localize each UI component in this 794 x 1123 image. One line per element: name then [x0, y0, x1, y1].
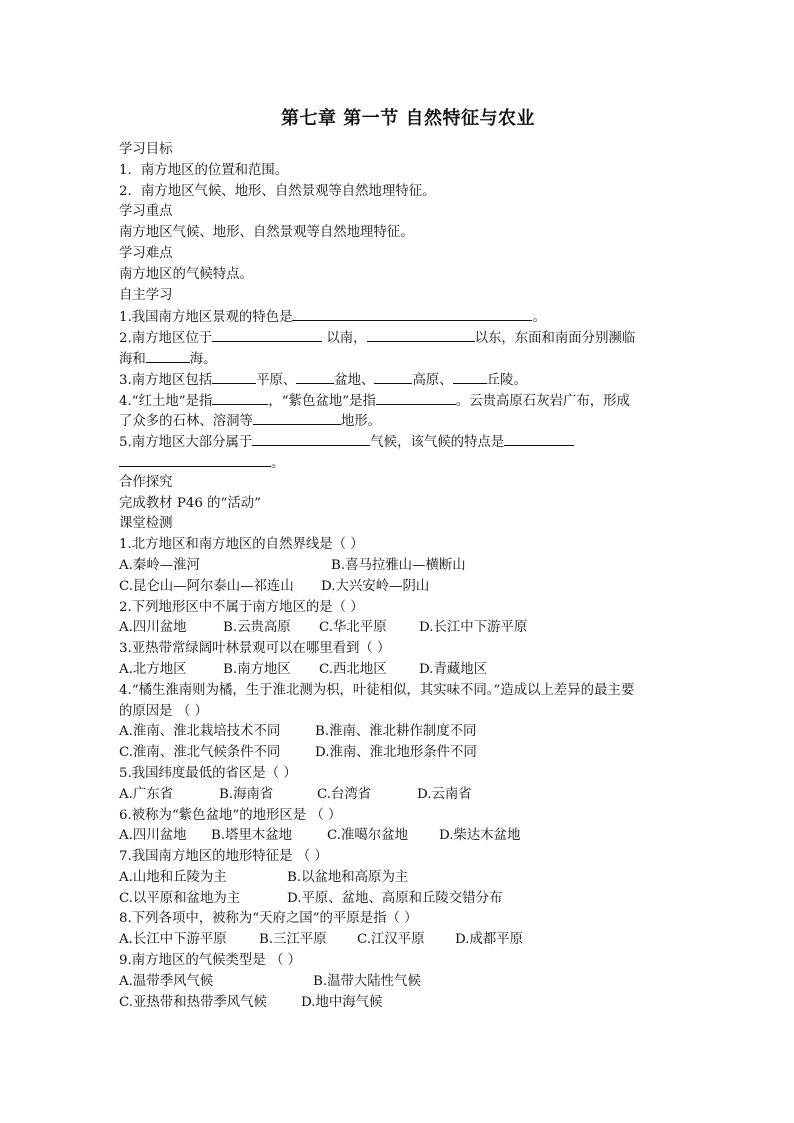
option-c[interactable]: C.准噶尔盆地 — [327, 828, 408, 844]
answer-blank[interactable] — [253, 410, 341, 425]
q4-text-d: 了众多的石林、溶洞等 — [119, 414, 253, 430]
option-a[interactable]: A.广东省 — [119, 786, 174, 802]
option-b[interactable]: B.塔里木盆地 — [211, 828, 293, 844]
q2-text-d: 海和 — [119, 351, 146, 367]
check-q6-options — [119, 826, 679, 847]
self-study-q2-cont — [119, 348, 679, 369]
self-study-q4-cont — [119, 410, 679, 431]
q2-text-b: 以南， — [326, 331, 367, 347]
q3-text-b: 平原、 — [256, 372, 297, 388]
self-study-q2 — [119, 327, 679, 348]
q1-end: 。 — [532, 310, 546, 326]
goal-item: 2．南方地区气候、地形、自然景观等自然地理特征。 — [119, 183, 436, 199]
option-b[interactable]: B.海南省 — [219, 786, 274, 802]
check-q8-stem: 8.下列各项中，被称为“天府之国”的平原是指（ ） — [119, 911, 418, 927]
answer-blank[interactable] — [252, 431, 370, 446]
check-q3-options — [119, 660, 679, 681]
answer-blank[interactable] — [119, 452, 271, 467]
section-heading-key-points: 学习重点 — [119, 204, 173, 220]
q1-text: 1.我国南方地区景观的特色是 — [119, 310, 293, 326]
option-a[interactable]: A.淮南、淮北栽培技术不同 — [119, 724, 281, 740]
option-d[interactable]: D.长江中下游平原 — [419, 620, 528, 636]
check-q2-options — [119, 618, 679, 639]
key-points-text: 南方地区气候、地形、自然景观等自然地理特征。 — [119, 225, 414, 241]
option-a[interactable]: A.秦岭—淮河 — [119, 557, 200, 573]
check-q1-options-2 — [119, 577, 679, 598]
self-study-q5-cont — [119, 452, 679, 473]
option-b[interactable]: B.云贵高原 — [223, 620, 291, 636]
option-c[interactable]: C.台湾省 — [317, 786, 372, 802]
check-q6-stem: 6.被称为“紫色盆地”的地形区是 （ ） — [119, 807, 342, 823]
option-d[interactable]: D.大兴安岭—阴山 — [321, 578, 430, 594]
option-b[interactable]: B.南方地区 — [223, 661, 291, 677]
q2-text-a: 2.南方地区位于 — [119, 331, 213, 347]
check-q9-options — [119, 972, 679, 993]
q2-text-e: 海。 — [189, 351, 217, 367]
option-b[interactable]: B.喜马拉雅山—横断山 — [331, 557, 466, 573]
option-a[interactable]: A.四川盆地 — [119, 620, 187, 636]
q3-text-d: 高原、 — [412, 372, 453, 388]
answer-blank[interactable] — [367, 327, 475, 342]
check-q7-options-2 — [119, 889, 679, 910]
check-q4-options — [119, 722, 679, 743]
section-heading-difficulties: 学习难点 — [119, 245, 173, 261]
q4-text-a: 4.“红土地”是指 — [119, 393, 213, 409]
option-b[interactable]: B.以盆地和高原为主 — [287, 869, 409, 885]
self-study-q4 — [119, 390, 679, 411]
answer-blank[interactable] — [146, 348, 190, 363]
option-a[interactable]: A.长江中下游平原 — [119, 932, 227, 948]
option-d[interactable]: D.云南省 — [417, 786, 472, 802]
coop-text: 完成教材 P46 的“活动” — [119, 495, 261, 511]
check-q1-options — [119, 556, 679, 577]
option-d[interactable]: D.地中海气候 — [301, 994, 383, 1010]
option-b[interactable]: B.淮南、淮北耕作制度不同 — [315, 724, 477, 740]
check-q2-stem: 2.下列地形区中不属于南方地区的是（ ） — [119, 599, 364, 615]
option-c[interactable]: C.华北平原 — [319, 620, 387, 636]
option-d[interactable]: D.柴达木盆地 — [439, 828, 521, 844]
q4-text-e: 地形。 — [340, 414, 382, 430]
option-d[interactable]: D.成都平原 — [455, 932, 524, 948]
check-q1-stem: 1.北方地区和南方地区的自然界线是（ ） — [119, 537, 364, 553]
q4-text-b: ，“紫色盆地”是指 — [268, 393, 376, 409]
check-q5-options — [119, 785, 679, 806]
option-d[interactable]: D.平原、盆地、高原和丘陵交错分布 — [287, 890, 503, 906]
answer-blank[interactable] — [292, 306, 532, 321]
option-c[interactable]: C.淮南、淮北气候条件不同 — [119, 745, 281, 761]
option-c[interactable]: C.昆仑山—阿尔泰山—祁连山 — [119, 578, 294, 594]
check-q4-options-2 — [119, 743, 679, 764]
q3-text-a: 3.南方地区包括 — [119, 372, 213, 388]
section-heading-coop: 合作探究 — [119, 474, 173, 490]
answer-blank[interactable] — [296, 369, 334, 384]
option-c[interactable]: C.以平原和盆地为主 — [119, 890, 241, 906]
check-q3-stem: 3.亚热带常绿阔叶林景观可以在哪里看到（ ） — [119, 641, 391, 657]
option-a[interactable]: A.山地和丘陵为主 — [119, 869, 227, 885]
q5-end: 。 — [271, 455, 285, 471]
answer-blank[interactable] — [212, 390, 268, 405]
q5-text-a: 5.南方地区大部分属于 — [119, 435, 253, 451]
check-q9-options-2 — [119, 993, 679, 1014]
q3-text-e: 丘陵。 — [486, 372, 527, 388]
option-a[interactable]: A.四川盆地 — [119, 828, 187, 844]
check-q7-stem: 7.我国南方地区的地形特征是 （ ） — [119, 849, 328, 865]
answer-blank[interactable] — [504, 431, 574, 446]
option-a[interactable]: A.北方地区 — [119, 661, 187, 677]
answer-blank[interactable] — [212, 327, 322, 342]
check-q5-stem: 5.我国纬度最低的省区是（ ） — [119, 765, 297, 781]
option-b[interactable]: B.温带大陆性气候 — [313, 973, 421, 989]
option-d[interactable]: D.淮南、淮北地形条件不同 — [315, 745, 477, 761]
check-q8-options — [119, 930, 679, 951]
answer-blank[interactable] — [212, 369, 256, 384]
check-q7-options — [119, 868, 679, 889]
q4-text-c: 。云贵高原石灰岩广布，形成 — [455, 393, 630, 409]
check-q4-stem-cont: 的原因是 （ ） — [119, 703, 208, 719]
self-study-q5 — [119, 431, 679, 452]
option-b[interactable]: B.三江平原 — [259, 932, 327, 948]
answer-blank[interactable] — [376, 390, 456, 405]
difficulties-text: 南方地区的气候特点。 — [119, 266, 253, 282]
section-heading-self-study: 自主学习 — [119, 287, 173, 303]
section-heading-goals: 学习目标 — [119, 142, 173, 157]
check-q9-stem: 9.南方地区的气候类型是 （ ） — [119, 953, 301, 969]
section-heading-check: 课堂检测 — [119, 516, 173, 532]
self-study-q3 — [119, 369, 679, 390]
option-c[interactable]: C.西北地区 — [319, 661, 387, 677]
self-study-q1 — [119, 306, 679, 327]
answer-blank[interactable] — [374, 369, 412, 384]
check-q4-stem: 4.“橘生淮南则为橘，生于淮北测为枳，叶徒相似，其实味不同。”造成以上差异的最主要 — [119, 682, 635, 698]
goal-item: 1．南方地区的位置和范围。 — [119, 162, 289, 178]
q5-text-b: 气候，该气候的特点是 — [370, 435, 505, 451]
answer-blank[interactable] — [453, 369, 487, 384]
option-a[interactable]: A.温带季风气候 — [119, 973, 214, 989]
option-c[interactable]: C.亚热带和热带季风气候 — [119, 994, 267, 1010]
q3-text-c: 盆地、 — [334, 372, 375, 388]
q2-text-c: 以东，东面和南面分别濒临 — [474, 331, 636, 347]
option-c[interactable]: C.江汉平原 — [357, 932, 425, 948]
option-d[interactable]: D.青藏地区 — [419, 661, 488, 677]
page-title: 第七章 第一节 自然特征与农业 — [280, 108, 536, 129]
worksheet-page — [119, 104, 679, 1013]
